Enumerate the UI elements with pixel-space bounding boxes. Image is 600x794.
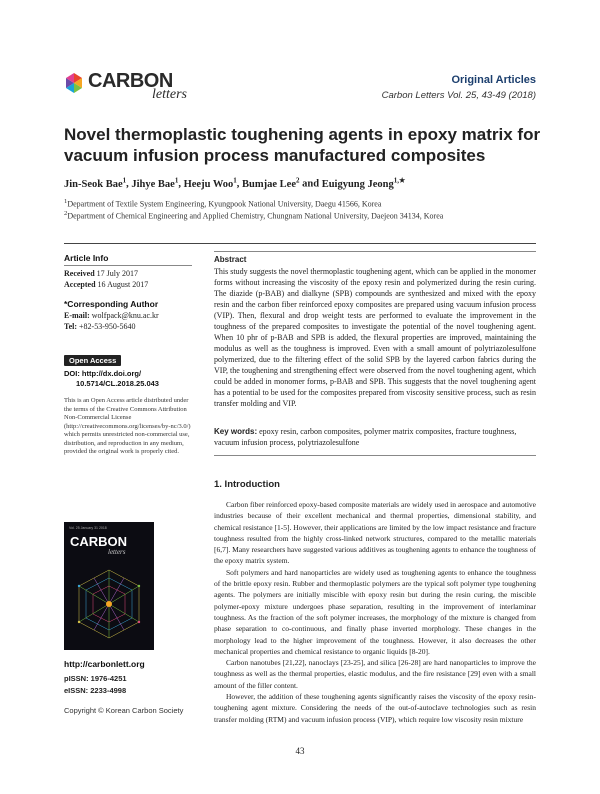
corresponding-email: E-mail: wolfpack@knu.ac.kr [64,311,159,320]
article-type: Original Articles [451,74,536,86]
abstract-divider [214,251,536,252]
author-affiliation-mark: 1,★ [393,176,406,184]
logo-script: letters [152,87,187,102]
keywords-divider [214,455,536,456]
journal-citation: Carbon Letters Vol. 25, 43-49 (2018) [381,90,536,101]
section-heading-introduction: 1. Introduction [214,479,280,490]
open-access-badge: Open Access [64,355,121,366]
intro-paragraph: Carbon fiber reinforced epoxy-based composite materials are widely used in aerospace and automotive industries because of their excellent mechanical and thermal properties, dimensional stability, and chemical resistance [1-5]. However, their applications are limited by the low impact resistance and fracture toughness resulted from the highly cross-linked network structures, compared to the metallic materials [6,7]. Many researchers have suggested various additives as toughening agents to enhance the toughness of the epoxy matrix system. [214,500,536,566]
journal-url[interactable]: http://carbonlett.org [64,659,145,669]
author-affiliation-mark: 1 [174,176,179,184]
author-name: Euigyung Jeong$^{1,★}$ [321,176,406,190]
cover-issue-line: Vol. 25 January 31 2018 [69,526,107,530]
header-divider [64,243,536,244]
keywords-text: epoxy resin, carbon composites, polymer matrix composites, fracture toughness, vacuum infusion process, polytriazolesulfone [214,427,517,447]
author-affiliation-mark: 1 [122,176,127,184]
accepted-date: Accepted 16 August 2017 [64,280,149,289]
cover-lattice-graphic [64,522,154,650]
keywords [214,426,536,448]
intro-paragraph: However, the addition of these toughening agents significantly raises the viscosity of the epoxy resin-toughening agent mixture. Considering the needs of the out-of-autoclave technologies such as resin transfer molding (RTM) and vacuum infusion process (VIP), which require low viscosity resin mixture [214,692,536,724]
cover-word: CARBON [70,534,128,549]
abstract-text: This study suggests the novel thermoplastic toughening agent, which can be applied in the monomer forms without increasing the viscosity of the epoxy resin and polymerized during the resin curing. The diazide (p-BAB) and dialkyne (SPB) compounds are synthesized and mixed with the epoxy resin and the carbon fiber reinforced epoxy composites are prepared using vacuum infusion process (VIP). Then, flexural and drop weight tests are performed to evaluate the improvement in the toughness of the prepared composites to investigate the potential of the novel toughening agent. When 10 phr of p-BAB and SPB is added, the flexural properties are improved, maintaining the modulus as well as the toughness is improved. Even with a small amount of polytriazolesulfone polymerized, due to the filtering effect of the solid SPB by the layered carbon fabrics during the VIP, the toughening and strengthening effect were observed from the novel toughening agent, which could be added in monomer forms, p-BAB and SPB. This suggests that the novel toughening agent has a potential to be used for the composites prepared from viscosity sensitive process, such as resin transfer molding and VIP. [214,267,536,408]
logo-word: CARBON [88,70,173,92]
pissn: pISSN: 1976-4251 [64,674,127,683]
corresponding-author-heading: *Corresponding Author [64,299,159,309]
corresponding-tel: Tel: +82-53-950-5640 [64,322,136,331]
author-name: Jin-Seok Bae$^1$ [64,176,127,190]
copyright: Copyright © Korean Carbon Society [64,706,184,715]
affiliation-2: $^2$Department of Chemical Engineering and Applied Chemistry, Chungnam National University, Daejeon 34134, Korea [64,210,444,221]
license-text: This is an Open Access article distributed under the terms of the Creative Commons Attribution Non-Commercial License (http://creativecommons.org/licenses/by-nc/3.0/) which permits unrestricted non-commercial use, distribution, and reproduction in any medium, provided the original work is properly cited. [64,397,191,455]
doi-label: DOI: http://dx.doi.org/ [64,369,142,378]
author-affiliation-mark: 1 [233,176,237,184]
author-affiliation-mark: 2 [296,176,300,184]
author-name: Bumjae Lee$^2$ [242,176,300,190]
eissn: eISSN: 2233-4998 [64,686,127,695]
author-name: Jihye Bae$^1$ [131,176,179,190]
article-info-heading: Article Info [64,253,109,263]
paper-title: Novel thermoplastic toughening agents in epoxy matrix for vacuum infusion process manufactured composites [64,125,541,165]
abstract-heading: Abstract [214,255,247,264]
journal-logo [64,70,214,104]
article-info-divider [64,265,192,266]
page-number: 43 [295,746,305,756]
received-date: Received 17 July 2017 [64,269,138,278]
intro-paragraph: Carbon nanotubes [21,22], nanoclays [23-25], and silica [26-28] are hard nanoparticles to improve the toughness as well as the thermal properties, elastic modulus, and the fire resistance [29] even with a small amount of the filler content. [214,658,536,690]
intro-paragraph: Soft polymers and hard nanoparticles are widely used as toughening agents to enhance the toughness of the brittle epoxy resin. Rubber and thermoplastic polymers are the typical soft polymer type toughening agents. The polymers are initially miscible with epoxy resin but during the resin curing, the miscible polymer-epoxy mixture undergoes phase separation, resulting in the improvement of interlaminar toughness. As the fraction of the soft polymer increases, the morphology of the mixture is changed from phase separation to co-continuous, and finally phase inverted morphology. These changes in the morphology lead to the higher improvement of the toughness. However, it also decreases the other mechanical properties and chemical resistance to organic liquids [8-20]. [214,567,536,656]
keywords-label: Key words: [214,427,258,436]
author-list: Jin-Seok Bae$^1$, Jihye Bae$^1$, Heeju Woo$^1$, Bumjae Lee$^2$ and Euigyung Jeong$^{1,★}$ [64,176,406,190]
introduction-body [214,499,536,725]
author-name: Heeju Woo$^1$ [183,176,237,190]
cover-script: letters [108,548,126,556]
journal-cover-image [64,522,154,650]
doi-link[interactable]: 10.5714/CL.2018.25.043 [76,379,159,388]
logo-hexagon-icon [64,72,84,94]
affiliation-1: $^1$Department of Textile System Engineering, Kyungpook National University, Daegu 41566, Korea [64,198,382,209]
